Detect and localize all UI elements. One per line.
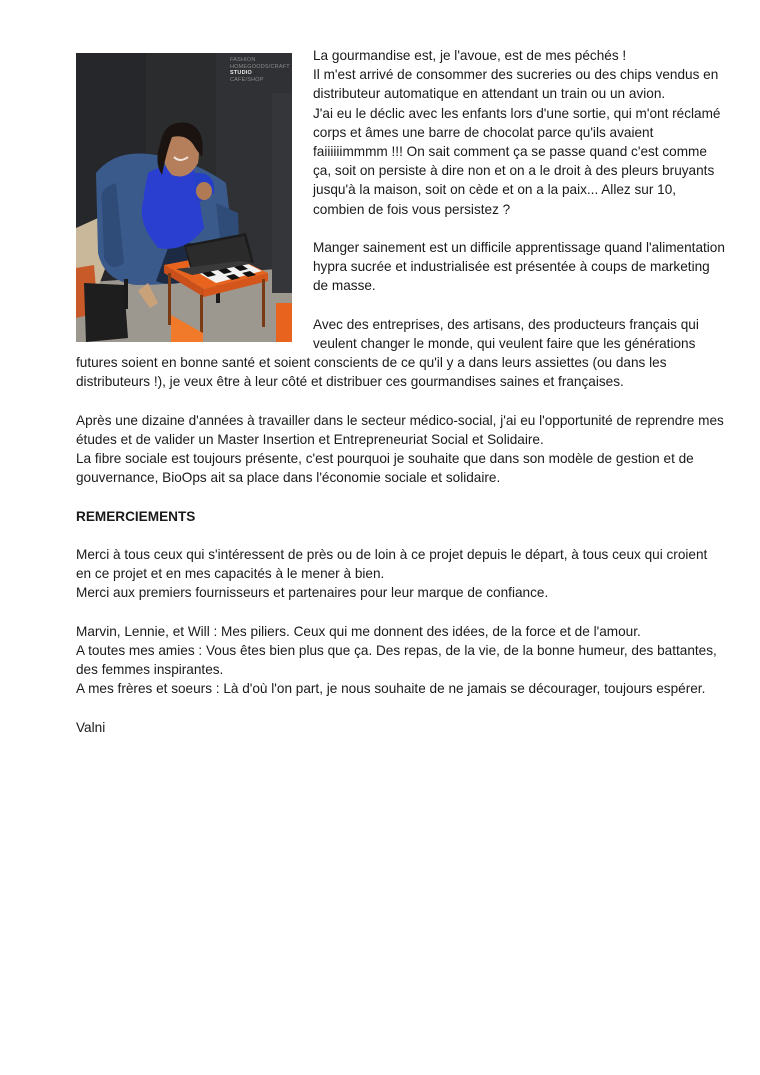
studio-sign-text: FASHION HOMEGOODS/CRAFT STUDIO CAFE/SHOP (230, 57, 290, 83)
mission-paragraph: Avec des entreprises, des artisans, des producteurs français qui veulent changer le monde, qui veulent faire que les générations futures soient en bonne santé et soient conscients de ce qu'il y a dans leurs assiettes (ou dans les distributeurs !), je veux être à leur côté et distribuer ces gourmandises saines et françaises. (76, 316, 699, 390)
intro-line-3: J'ai eu le déclic avec les enfants lors d'une sortie, qui m'ont réclamé corps et âmes une barre de chocolat parce qu'ils avaient faiiiiiimmmm !!! On sait comment ça se passe quand c'est comme ça, soit on persiste à dire non et on a le droit à des pleurs bruyants jusqu'à la maison, soit on cède et on a la paix... Allez sur 10, combien de fois vous persistez ? (313, 105, 721, 217)
thanks-block-1 (76, 545, 726, 603)
intro-line-1: La gourmandise est, je l'avoue, est de mes péchés ! (313, 48, 627, 63)
thanks-family: Marvin, Lennie, et Will : Mes piliers. Ceux qui me donnent des idées, de la force et de l'amour. (76, 623, 641, 639)
thanks-friends: A toutes mes amies : Vous êtes bien plus que ça. Des repas, de la vie, de la bonne humeur, des battantes, des femmes inspirantes. (76, 643, 717, 678)
background-line-2: La fibre sociale est toujours présente, c'est pourquoi je souhaite que dans son modèle de gestion et de gouvernance, BioOps ait sa place dans l'économie sociale et solidaire. (76, 451, 694, 486)
portrait-photo (76, 53, 292, 342)
thanks-line-1: Merci à tous ceux qui s'intéressent de près ou de loin à ce projet depuis le départ, à tous ceux qui croient en ce projet et en mes capacités à le mener à bien. (76, 547, 708, 582)
thanks-heading: REMERCIEMENTS (76, 508, 196, 524)
signature: Valni (76, 719, 106, 735)
thanks-block-2 (76, 622, 726, 699)
background-paragraph (76, 392, 726, 488)
healthy-eating-paragraph: Manger sainement est un difficile apprentissage quand l'alimentation hypra sucrée et industrialisée est présentée à coups de marketing de masse. (313, 240, 725, 294)
thanks-siblings: A mes frères et soeurs : Là d'où l'on part, je nous souhaite de ne jamais se décourager, toujours espérer. (76, 681, 706, 697)
background-line-1: Après une dizaine d'années à travailler dans le secteur médico-social, j'ai eu l'opportunité de reprendre mes études et de valider un Master Insertion et Entrepreneuriat Social et Solidaire. (76, 412, 724, 448)
thanks-line-2: Merci aux premiers fournisseurs et partenaires pour leur marque de confiance. (76, 585, 549, 601)
intro-line-2: Il m'est arrivé de consommer des sucreries ou des chips vendus en distributeur automatique en attendant un train ou un avion. (313, 67, 719, 102)
document-page (76, 46, 726, 737)
